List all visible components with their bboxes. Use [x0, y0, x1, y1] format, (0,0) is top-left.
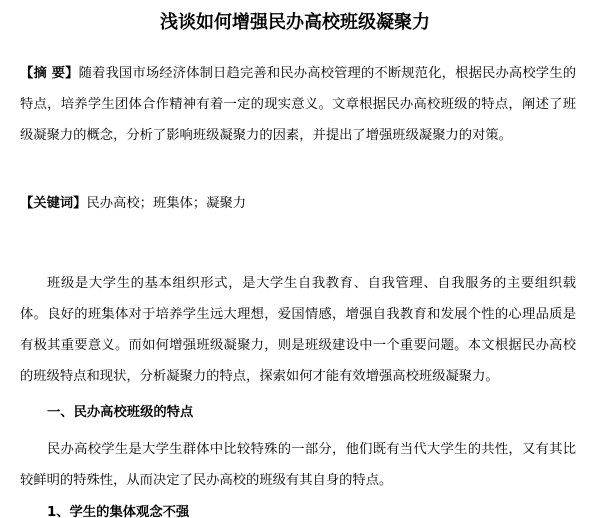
abstract-label: 【摘 要】 [20, 66, 79, 81]
keywords-label: 【关键词】 [20, 196, 87, 211]
section-heading: 一、民办高校班级的特点 [47, 405, 194, 420]
subsection-heading: 1、学生的集体观念不强 [47, 505, 190, 518]
abstract-paragraph [20, 58, 576, 151]
section-paragraph: 民办高校学生是大学生群体中比较特殊的一部分，他们既有当代大学生的共性，又有其比较鲜明的特殊性，从而决定了民办高校的班级有其自身的特点。 [20, 442, 576, 488]
keywords-paragraph [20, 188, 576, 219]
intro-paragraph: 班级是大学生的基本组织形式，是大学生自我教育、自我管理、自我服务的主要组织载体。良好的班集体对于培养学生远大理想，爱国情感，增强自我教育和发展个性的心理品质是有极其重要意义。而如何增强班级凝聚力，则是班级建设中一个重要问题。本文根据民办高校的班级特点和现状，分析凝聚力的特点，探索如何才能有效增强高校班级凝聚力。 [20, 276, 576, 384]
keywords-text: 民办高校；班集体；凝聚力 [86, 196, 247, 211]
document-title: 浅谈如何增强民办高校班级凝聚力 [160, 12, 430, 33]
abstract-text: 随着我国市场经济体制日趋完善和民办高校管理的不断规范化，根据民办高校学生的特点，培养学生团体合作精神有着一定的现实意义。文章根据民办高校班级的特点，阐述了班级凝聚力的概念，分析了影响班级凝聚力的因素，并提出了增强班级凝聚力的对策。 [20, 66, 576, 143]
